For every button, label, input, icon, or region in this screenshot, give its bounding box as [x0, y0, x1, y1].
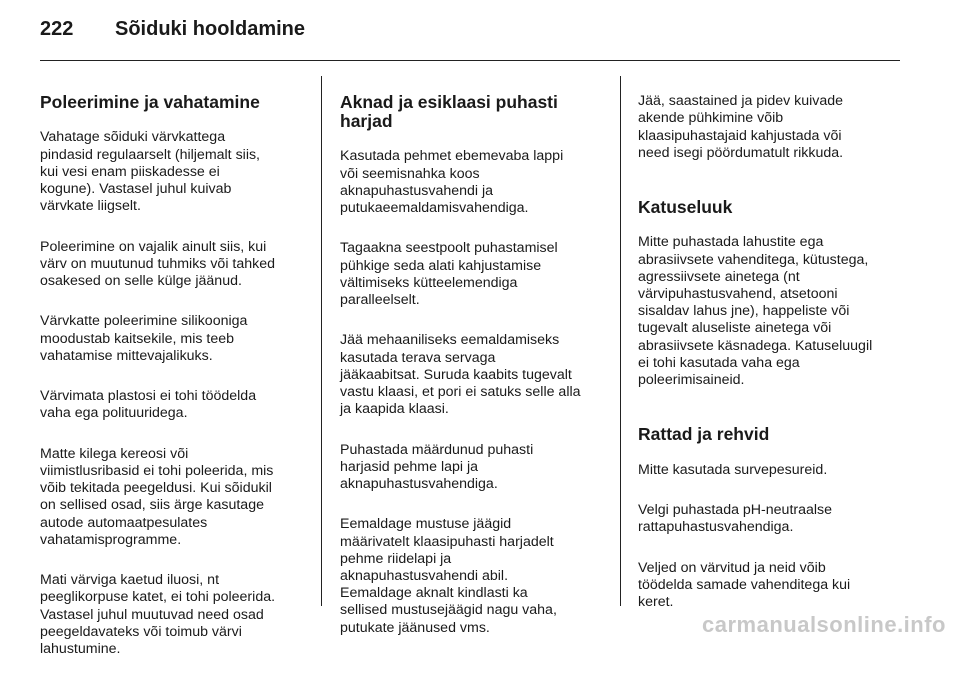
paragraph: Velgi puhastada pH-neutraalse rattapuhastusvahendiga.: [638, 502, 833, 536]
header-rule: [40, 60, 900, 61]
section-heading-sunroof: Katuseluuk: [638, 197, 733, 218]
section-heading-wheels: Rattad ja rehvid: [638, 424, 770, 445]
paragraph: Värvimata plastosi ei tohi töödelda vaha ega polituuridega.: [40, 388, 257, 422]
paragraph: Vahatage sõiduki värvkattega pindasid regulaarselt (hiljemalt siis, kui vesi enam piiskadesse ei kogune). Vastasel juhul kuivab värvkate liigselt.: [40, 129, 261, 215]
paragraph: Poleerimine on vajalik ainult siis, kui värv on muutunud tuhmiks või tahked osakesed on selle külge jäänud.: [40, 238, 276, 290]
paragraph: Matte kilega kereosi või viimistlusribasid ei tohi poleerida, mis võib tekitada peegeldusi. Kui sõidukil on sellised osad, siis ärge kasutage autode automaatpesulates vahatamisprogramme.: [40, 445, 274, 548]
paragraph: Jää mehaaniliseks eemaldamiseks kasutada terava servaga jääkaabitsat. Suruda kaabits tugevalt vastu klaasi, et pori ei satuks selle alla ja kaapida klaasi.: [340, 332, 581, 418]
paragraph: Mitte kasutada survepesureid.: [638, 461, 828, 478]
page-number: 222: [40, 18, 74, 40]
paragraph: Värvkatte poleerimine silikooniga moodustab kaitsekile, mis teeb vahatamise mittevajalikuks.: [40, 313, 248, 364]
paragraph: Mitte puhastada lahustite ega abrasiivsete vahenditega, kütustega, agressiivsete ainetega (nt värvipuhastusvahend, atsetooni sisaldav lahus jne), happeliste või tugevalt aluseliste ainetega või abrasiivsete käsnadega. Katuseluugil ei tohi kasutada vaha ega poleerimisaineid.: [638, 234, 873, 389]
paragraph: Veljed on värvitud ja neid võib töödelda samade vahenditega kui keret.: [638, 559, 851, 611]
column-3: [638, 76, 908, 634]
column-divider: [620, 76, 621, 606]
paragraph: Mati värviga kaetud iluosi, nt peeglikorpuse katet, ei tohi poleerida. Vastasel juhul muutuvad need osad peegeldavateks või toimub värvi lahustumine.: [40, 572, 276, 658]
column-divider: [321, 76, 322, 606]
column-1: [40, 76, 306, 682]
paragraph: Puhastada määrdunud puhasti harjasid pehme lapi ja aknapuhastusvahendiga.: [340, 441, 534, 493]
page-title: Sõiduki hooldamine: [115, 18, 306, 40]
section-heading-windows: Aknad ja esiklaasi puhasti harjad: [340, 92, 558, 132]
watermark: carmanualsonline.info: [702, 612, 946, 637]
paragraph: Jää, saastained ja pidev kuivade akende pühkimine võib klaasipuhastajaid kahjustada või need isegi pöördumatult rikkuda.: [638, 93, 844, 161]
column-2: [340, 76, 608, 660]
section-heading-polishing: Poleerimine ja vahatamine: [40, 92, 260, 113]
paragraph: Kasutada pehmet ebemevaba lappi või seemisnahka koos aknapuhastusvahendi ja putukaeemaldamisvahendiga.: [340, 148, 564, 217]
paragraph: Tagaakna seestpoolt puhastamisel pühkige seda alati kahjustamise vältimiseks kütteelemendiga paralleelselt.: [340, 240, 558, 309]
paragraph: Eemaldage mustuse jäägid määrivatelt klaasipuhasti harjadelt pehme riidelapi ja aknapuhastusvahendi abil. Eemaldage aknalt kindlasti ka sellised mustusejäägid nagu vaha, putukate jäänused vms.: [340, 516, 557, 636]
page-header: [40, 18, 305, 41]
